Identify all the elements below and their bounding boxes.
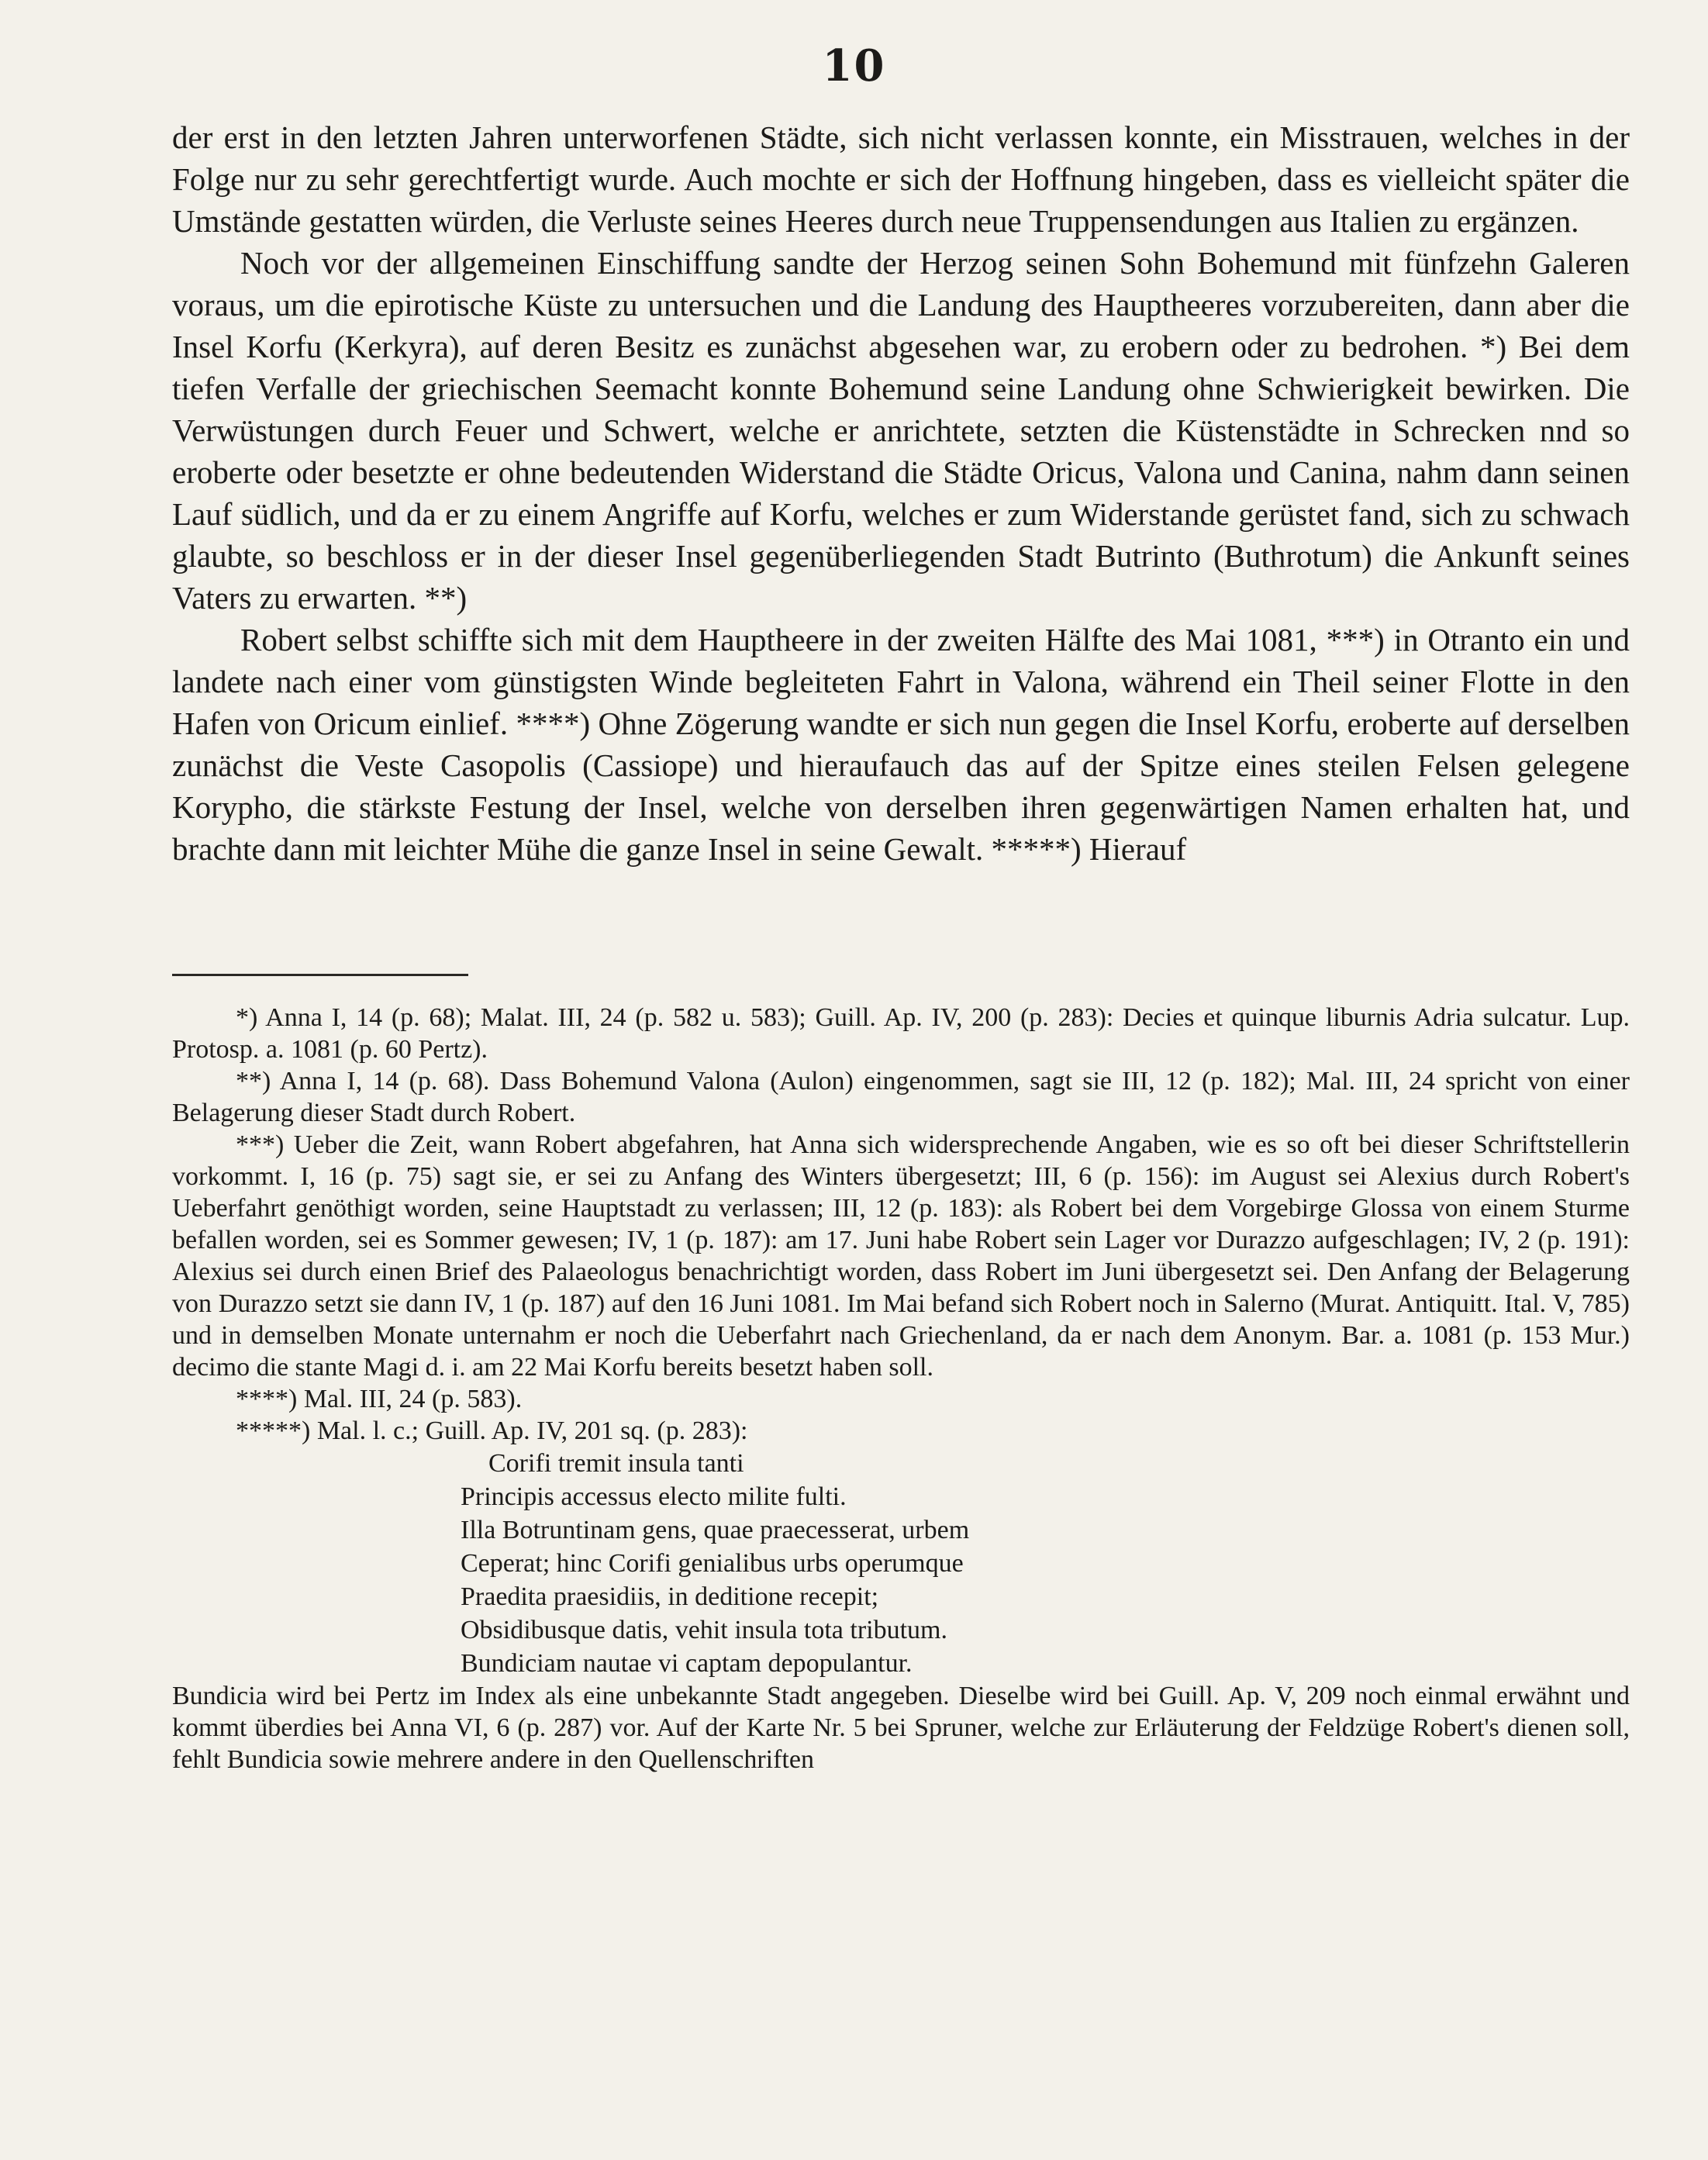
verse-line: Illa Botruntinam gens, quae praecesserat, urbem: [461, 1516, 970, 1544]
main-text: [172, 116, 1630, 870]
footnote: *****) Mal. l. c.; Guill. Ap. IV, 201 sq. (p. 283):: [236, 1416, 748, 1445]
footnote: ****) Mal. III, 24 (p. 583).: [236, 1385, 523, 1413]
verse-line: Obsidibusque datis, vehit insula tota tributum.: [461, 1616, 948, 1644]
footnote-continuation: Bundicia wird bei Pertz im Index als eine unbekannte Stadt angegeben. Dieselbe wird bei Guill. Ap. V, 209 noch einmal erwähnt und kommt überdies bei Anna VI, 6 (p. 287) vor. Auf der Karte Nr. 5 bei Spruner, welche zur Erläuterung der Feldzüge Robert's dienen soll, fehlt Bundicia sowie mehrere andere in den Quellenschriften: [172, 1682, 1630, 1774]
verse-line: Corifi tremit insula tanti: [488, 1449, 744, 1478]
latin-verse: [461, 1447, 1630, 1680]
verse-line: Ceperat; hinc Corifi genialibus urbs operumque: [461, 1549, 964, 1578]
footnote: **) Anna I, 14 (p. 68). Dass Bohemund Valona (Aulon) eingenommen, sagt sie III, 12 (p. 182); Mal. III, 24 spricht von einer Belagerung dieser Stadt durch Robert.: [172, 1067, 1630, 1127]
footnote: *) Anna I, 14 (p. 68); Malat. III, 24 (p. 582 u. 583); Guill. Ap. IV, 200 (p. 283): Decies et quinque liburnis Adria sulcatur. Lup. Protosp. a. 1081 (p. 60 Pertz).: [172, 1003, 1630, 1064]
page-number: 10: [822, 40, 886, 91]
footnotes: [172, 1002, 1630, 1775]
paragraph: Robert selbst schiffte sich mit dem Hauptheere in der zweiten Hälfte des Mai 1081, ***) in Otranto ein und landete nach einer vom günstigsten Winde begleiteten Fahrt in Valona, während ein Theil seiner Flotte in den Hafen von Oricum einlief. ****) Ohne Zögerung wandte er sich nun gegen die Insel Korfu, eroberte auf derselben zunächst die Veste Casopolis (Cassiope) und hieraufauch das auf der Spitze eines steilen Felsen gelegene Korypho, die stärkste Festung der Insel, welche von derselben ihren gegenwärtigen Namen erhalten hat, und brachte dann mit leichter Mühe die ganze Insel in seine Gewalt. *****) Hierauf: [172, 622, 1630, 867]
paragraph: der erst in den letzten Jahren unterworfenen Städte, sich nicht verlassen konnte, ein Misstrauen, welches in der Folge nur zu sehr gerechtfertigt wurde. Auch mochte er sich der Hoffnung hingeben, dass es vielleicht später die Umstände gestatten würden, die Verluste seines Heeres durch neue Truppensendungen aus Italien zu ergänzen.: [172, 119, 1630, 239]
verse-line: Praedita praesidiis, in deditione recepit;: [461, 1582, 879, 1611]
verse-line: Bundiciam nautae vi captam depopulantur.: [461, 1649, 913, 1678]
paragraph: Noch vor der allgemeinen Einschiffung sandte der Herzog seinen Sohn Bohemund mit fünfzehn Galeren voraus, um die epirotische Küste zu untersuchen und die Landung des Hauptheeres vorzubereiten, dann aber die Insel Korfu (Kerkyra), auf deren Besitz es zunächst abgesehen war, zu erobern oder zu bedrohen. *) Bei dem tiefen Verfalle der griechischen Seemacht konnte Bohemund seine Landung ohne Schwierigkeit bewirken. Die Verwüstungen durch Feuer und Schwert, welche er anrichtete, setzten die Küstenstädte in Schrecken nnd so eroberte oder besetzte er ohne bedeutenden Widerstand die Städte Oricus, Valona und Canina, nahm dann seinen Lauf südlich, und da er zu einem Angriffe auf Korfu, welches er zum Widerstande gerüstet fand, sich zu schwach glaubte, so beschloss er in der dieser Insel gegenüberliegenden Stadt Butrinto (Buthrotum) die Ankunft seines Vaters zu erwarten. **): [172, 245, 1630, 616]
footnote: ***) Ueber die Zeit, wann Robert abgefahren, hat Anna sich widersprechende Angaben, wie es so oft bei dieser Schriftstellerin vorkommt. I, 16 (p. 75) sagt sie, er sei zu Anfang des Winters übergesetzt; III, 6 (p. 156): im August sei Alexius durch Robert's Ueberfahrt genöthigt worden, seine Hauptstadt zu verlassen; III, 12 (p. 183): als Robert bei dem Vorgebirge Glossa von einem Sturme befallen worden, sei es Sommer gewesen; IV, 1 (p. 187): am 17. Juni habe Robert sein Lager vor Durazzo aufgeschlagen; IV, 2 (p. 191): Alexius sei durch einen Brief des Palaeologus benachrichtigt worden, dass Robert im Juni übergesetzt sei. Den Anfang der Belagerung von Durazzo setzt sie dann IV, 1 (p. 187) auf den 16 Juni 1081. Im Mai befand sich Robert noch in Salerno (Murat. Antiquitt. Ital. V, 785) und in demselben Monate unternahm er noch die Ueberfahrt nach Griechenland, da er nach dem Anonym. Bar. a. 1081 (p. 153 Mur.) decimo die stante Magi d. i. am 22 Mai Korfu bereits besetzt haben soll.: [172, 1130, 1630, 1382]
footnote-divider: [172, 974, 468, 976]
verse-line: Principis accessus electo milite fulti.: [461, 1482, 847, 1511]
